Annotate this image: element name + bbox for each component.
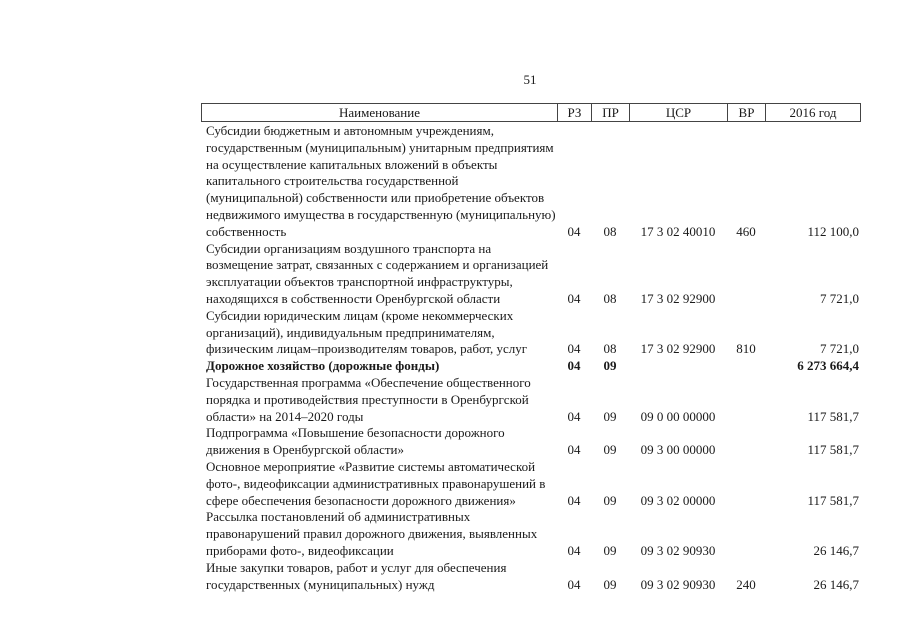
row-name: Подпрограмма «Повышение безопасности дорожного движения в Оренбургской области» xyxy=(206,425,505,458)
page-number: 51 xyxy=(523,72,537,87)
row-amount: 117 581,7 xyxy=(807,408,859,424)
table-row xyxy=(201,375,861,425)
header-year: 2016 год xyxy=(765,104,861,121)
header-vr: ВР xyxy=(727,104,765,121)
row-csr: 09 3 02 90930 xyxy=(640,576,716,592)
row-amount: 117 581,7 xyxy=(807,442,859,458)
row-pr: 09 xyxy=(603,442,617,458)
table-row xyxy=(201,509,861,559)
table-row xyxy=(201,459,861,509)
row-amount: 6 273 664,4 xyxy=(797,358,859,374)
row-amount: 7 721,0 xyxy=(820,290,859,306)
row-pr: 09 xyxy=(603,542,617,558)
budget-table xyxy=(201,103,861,593)
row-rz: 04 xyxy=(567,223,581,239)
row-rz: 04 xyxy=(567,576,581,592)
row-csr: 09 0 00 00000 xyxy=(640,408,716,424)
row-csr: 09 3 00 00000 xyxy=(640,442,716,458)
row-csr: 17 3 02 40010 xyxy=(640,223,716,239)
row-amount: 26 146,7 xyxy=(813,576,859,592)
table-row xyxy=(201,560,861,594)
row-vr: 810 xyxy=(736,341,756,357)
row-amount: 117 581,7 xyxy=(807,492,859,508)
row-csr: 09 3 02 00000 xyxy=(640,492,716,508)
row-amount: 7 721,0 xyxy=(820,341,859,357)
row-rz: 04 xyxy=(567,358,581,374)
row-rz: 04 xyxy=(567,290,581,306)
row-name: Основное мероприятие «Развитие системы автоматической фото-, видеофиксации административных правонарушений в сфере обеспечения безопасности дорожного движения» xyxy=(206,458,546,508)
row-pr: 09 xyxy=(603,358,617,374)
row-pr: 09 xyxy=(603,408,617,424)
row-vr: 460 xyxy=(736,223,756,239)
table-body xyxy=(201,123,861,593)
row-csr: 09 3 02 90930 xyxy=(640,542,716,558)
row-rz: 04 xyxy=(567,442,581,458)
row-amount: 26 146,7 xyxy=(813,542,859,558)
header-name: Наименование xyxy=(201,104,557,121)
row-name: Дорожное хозяйство (дорожные фонды) xyxy=(206,358,440,374)
row-rz: 04 xyxy=(567,341,581,357)
row-pr: 08 xyxy=(603,341,617,357)
table-row xyxy=(201,123,861,241)
table-row xyxy=(201,308,861,358)
header-csr: ЦСР xyxy=(629,104,727,121)
row-pr: 08 xyxy=(603,223,617,239)
table-header xyxy=(201,103,861,122)
row-rz: 04 xyxy=(567,492,581,508)
row-name: Субсидии организациям воздушного транспорта на возмещение затрат, связанных с содержанием и организацией эксплуатации объектов транспортной инфраструктуры, находящихся в собственности Оренбургской области xyxy=(206,240,549,306)
row-name: Рассылка постановлений об административных правонарушений правил дорожного движения, выявленных приборами фото-, видеофиксации xyxy=(206,509,538,558)
row-name: Субсидии бюджетным и автономным учреждениям, государственным (муниципальным) унитарным предприятиям на осуществление капитальных вложений в объекты капитального строительства государственной (муниципальной) собственности или приобретение объектов недвижимого имущества в государственную (муниципальную) собственность xyxy=(206,123,556,239)
row-vr: 240 xyxy=(736,576,756,592)
table-row xyxy=(201,358,861,375)
row-rz: 04 xyxy=(567,542,581,558)
header-pr: ПР xyxy=(591,104,629,121)
row-name: Субсидии юридическим лицам (кроме некоммерческих организаций), индивидуальным предпринимателям, физическим лицам–производителям товаров, работ, услуг xyxy=(206,307,528,357)
row-pr: 09 xyxy=(603,576,617,592)
row-csr: 17 3 02 92900 xyxy=(640,290,716,306)
header-rz: РЗ xyxy=(557,104,591,121)
row-csr: 17 3 02 92900 xyxy=(640,341,716,357)
table-row xyxy=(201,425,861,459)
row-pr: 09 xyxy=(603,492,617,508)
row-pr: 08 xyxy=(603,290,617,306)
row-name: Иные закупки товаров, работ и услуг для обеспечения государственных (муниципальных) нужд xyxy=(206,559,507,592)
table-row xyxy=(201,241,861,308)
row-amount: 112 100,0 xyxy=(807,223,859,239)
row-name: Государственная программа «Обеспечение общественного порядка и противодействия преступности в Оренбургской области» на 2014–2020 годы xyxy=(206,374,531,424)
row-rz: 04 xyxy=(567,408,581,424)
